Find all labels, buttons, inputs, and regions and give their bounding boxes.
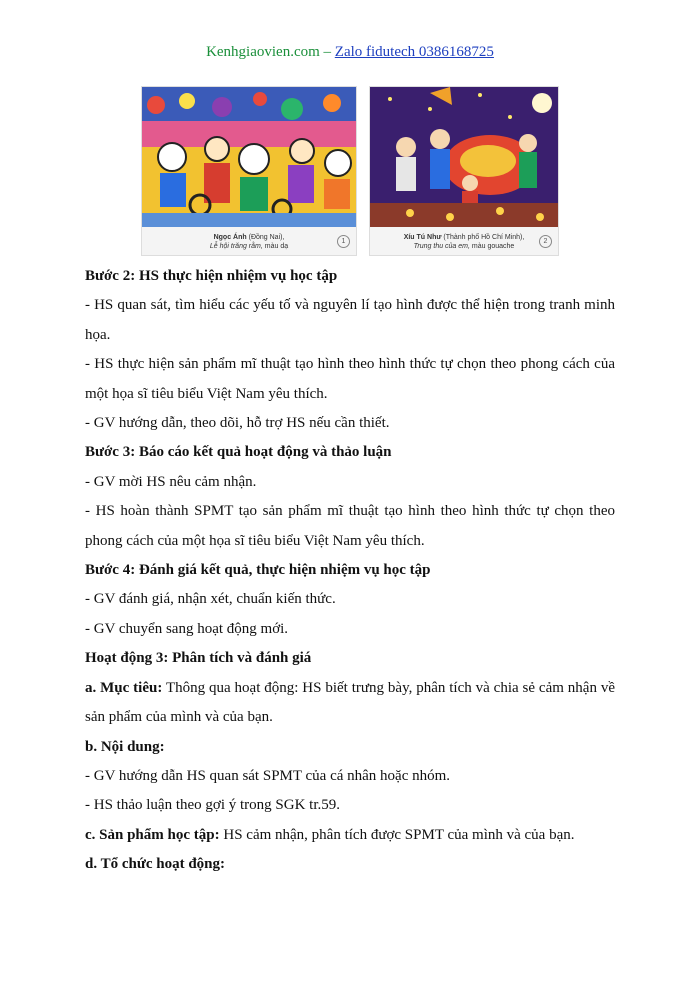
objective-label: a. Mục tiêu: xyxy=(85,679,163,696)
step4-heading: Bước 4: Đánh giá kết quả, thực hiện nhiệm vụ học tập xyxy=(85,562,431,579)
figure-artist: Xíu Tú Như xyxy=(403,234,442,241)
artwork-image-2 xyxy=(370,87,558,227)
figure-caption-2 xyxy=(370,233,558,251)
step4-paragraph-1: - GV đánh giá, nhận xét, chuẩn kiến thức. xyxy=(85,591,336,608)
step4-paragraph-2: - GV chuyển sang hoạt động mới. xyxy=(85,620,289,637)
activity3-heading: Hoạt động 3: Phân tích và đánh giá xyxy=(85,650,312,667)
figure-place: (Thành phố Hồ Chí Minh), xyxy=(443,234,525,241)
product-label: c. Sản phẩm học tập: xyxy=(85,826,220,843)
objective-text: Thông qua hoạt động: HS biết trưng bày, phân tích và chia sẻ cảm nhận về sản phẩm của mình và của bạn. xyxy=(85,679,615,726)
page-header xyxy=(0,42,700,62)
figure-artist: Ngọc Ánh xyxy=(213,234,247,241)
step2-paragraph-1: - HS quan sát, tìm hiểu các yếu tố và nguyên lí tạo hình được thể hiện trong tranh minh họa. xyxy=(85,297,615,343)
zalo-link[interactable]: Zalo fidutech 0386168725 xyxy=(334,44,494,60)
content-paragraph-2: - HS thảo luận theo gợi ý trong SGK tr.59. xyxy=(85,797,340,814)
content-heading: b. Nội dung: xyxy=(85,738,165,755)
figure-work-title: Trung thu của em, xyxy=(413,243,470,250)
lesson-content xyxy=(85,262,615,880)
step2-paragraph-3: - GV hướng dẫn, theo dõi, hỗ trợ HS nếu cần thiết. xyxy=(85,415,390,432)
artwork-figure-2 xyxy=(369,86,559,256)
site-name[interactable]: Kenhgiaovien.com xyxy=(206,44,320,60)
step2-heading: Bước 2: HS thực hiện nhiệm vụ học tập xyxy=(85,268,338,284)
step3-paragraph-2: - HS hoàn thành SPMT tạo sản phẩm mĩ thuật tạo hình theo hình thức tự chọn theo phong cách của một họa sĩ tiêu biểu Việt Nam yêu thích. xyxy=(85,503,615,549)
content-paragraph-1: - GV hướng dẫn HS quan sát SPMT của cá nhân hoặc nhóm. xyxy=(85,767,451,784)
figure-medium: màu dạ xyxy=(262,243,289,250)
figure-caption-1 xyxy=(142,233,356,251)
step3-heading: Bước 3: Báo cáo kết quả hoạt động và thảo luận xyxy=(85,444,392,461)
organization-heading: d. Tổ chức hoạt động: xyxy=(85,856,226,873)
figure-place: (Đồng Nai), xyxy=(248,234,285,241)
figure-work-title: Lễ hội trăng rằm, xyxy=(209,243,263,250)
step3-paragraph-1: - GV mời HS nêu cảm nhận. xyxy=(85,473,257,490)
artwork-figures xyxy=(141,86,561,256)
product-paragraph xyxy=(85,821,615,850)
header-separator: – xyxy=(319,44,335,60)
figure-number: 2 xyxy=(539,235,552,248)
figure-number: 1 xyxy=(337,235,350,248)
step2-paragraph-2: - HS thực hiện sản phẩm mĩ thuật tạo hình theo hình thức tự chọn theo phong cách của một họa sĩ tiêu biểu Việt Nam yêu thích. xyxy=(85,356,615,402)
artwork-figure-1 xyxy=(141,86,357,256)
objective-paragraph xyxy=(85,674,615,733)
figure-medium: màu gouache xyxy=(469,243,515,250)
product-text: HS cảm nhận, phân tích được SPMT của mình và của bạn. xyxy=(219,826,575,843)
artwork-image-1 xyxy=(142,87,356,227)
